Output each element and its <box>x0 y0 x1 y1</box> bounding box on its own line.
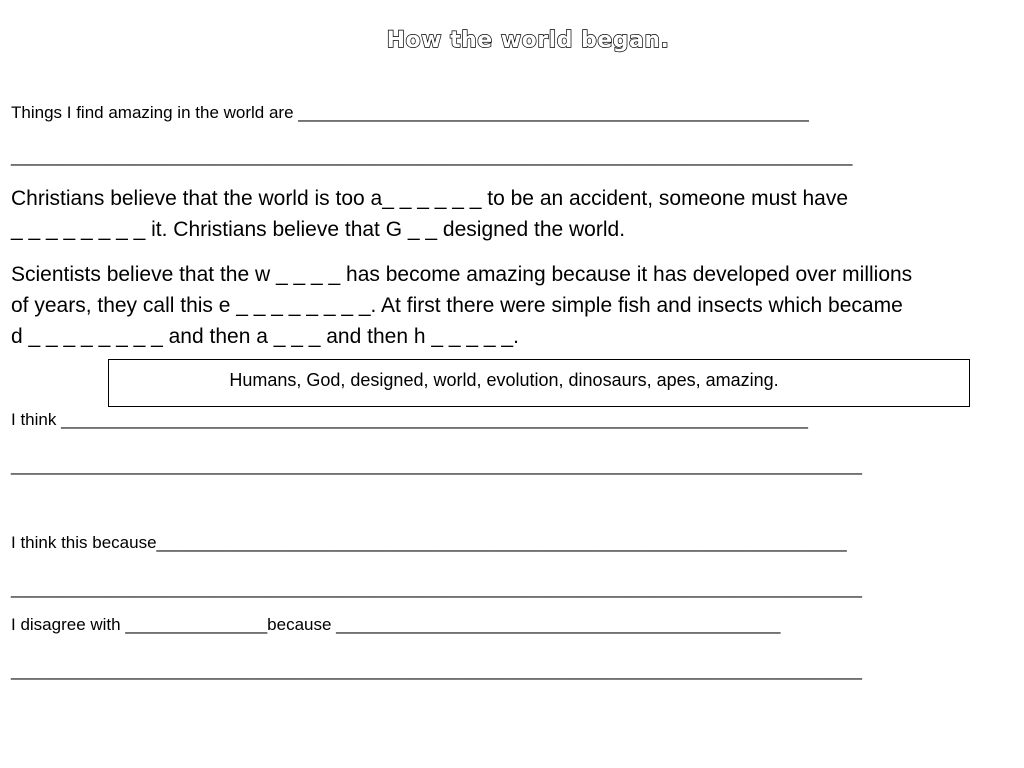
scientists-line-1: Scientists believe that the w _ _ _ _ has become amazing because it has developed over millions <box>11 263 913 286</box>
page-title: How the world began. <box>386 28 670 53</box>
christians-line-1: Christians believe that the world is too a_ _ _ _ _ _ to be an accident, someone must have <box>11 187 848 210</box>
disagree-prompt: I disagree with _______________because _______________________________________________ <box>11 615 781 634</box>
christians-paragraph <box>11 183 1016 245</box>
word-bank-box: Humans, God, designed, world, evolution, dinosaurs, apes, amazing. <box>108 359 970 407</box>
i-think-answer-line: __________________________________________________________________________________________ <box>11 456 862 475</box>
scientists-line-3: d _ _ _ _ _ _ _ _ and then a _ _ _ and then h _ _ _ _ _. <box>11 325 519 348</box>
disagree-answer-line: __________________________________________________________________________________________ <box>11 661 862 680</box>
because-answer-line: __________________________________________________________________________________________ <box>11 579 862 598</box>
amazing-prompt: Things I find amazing in the world are ______________________________________________________ <box>11 103 809 122</box>
christians-line-2: _ _ _ _ _ _ _ _ it. Christians believe that G _ _ designed the world. <box>11 218 626 241</box>
because-prompt: I think this because_________________________________________________________________________ <box>11 533 847 552</box>
scientists-line-2: of years, they call this e _ _ _ _ _ _ _ _. At first there were simple fish and insects which became <box>11 294 903 317</box>
scientists-paragraph <box>11 259 1016 352</box>
i-think-prompt: I think _______________________________________________________________________________ <box>11 410 808 429</box>
amazing-answer-line: _________________________________________________________________________________________ <box>11 147 853 166</box>
